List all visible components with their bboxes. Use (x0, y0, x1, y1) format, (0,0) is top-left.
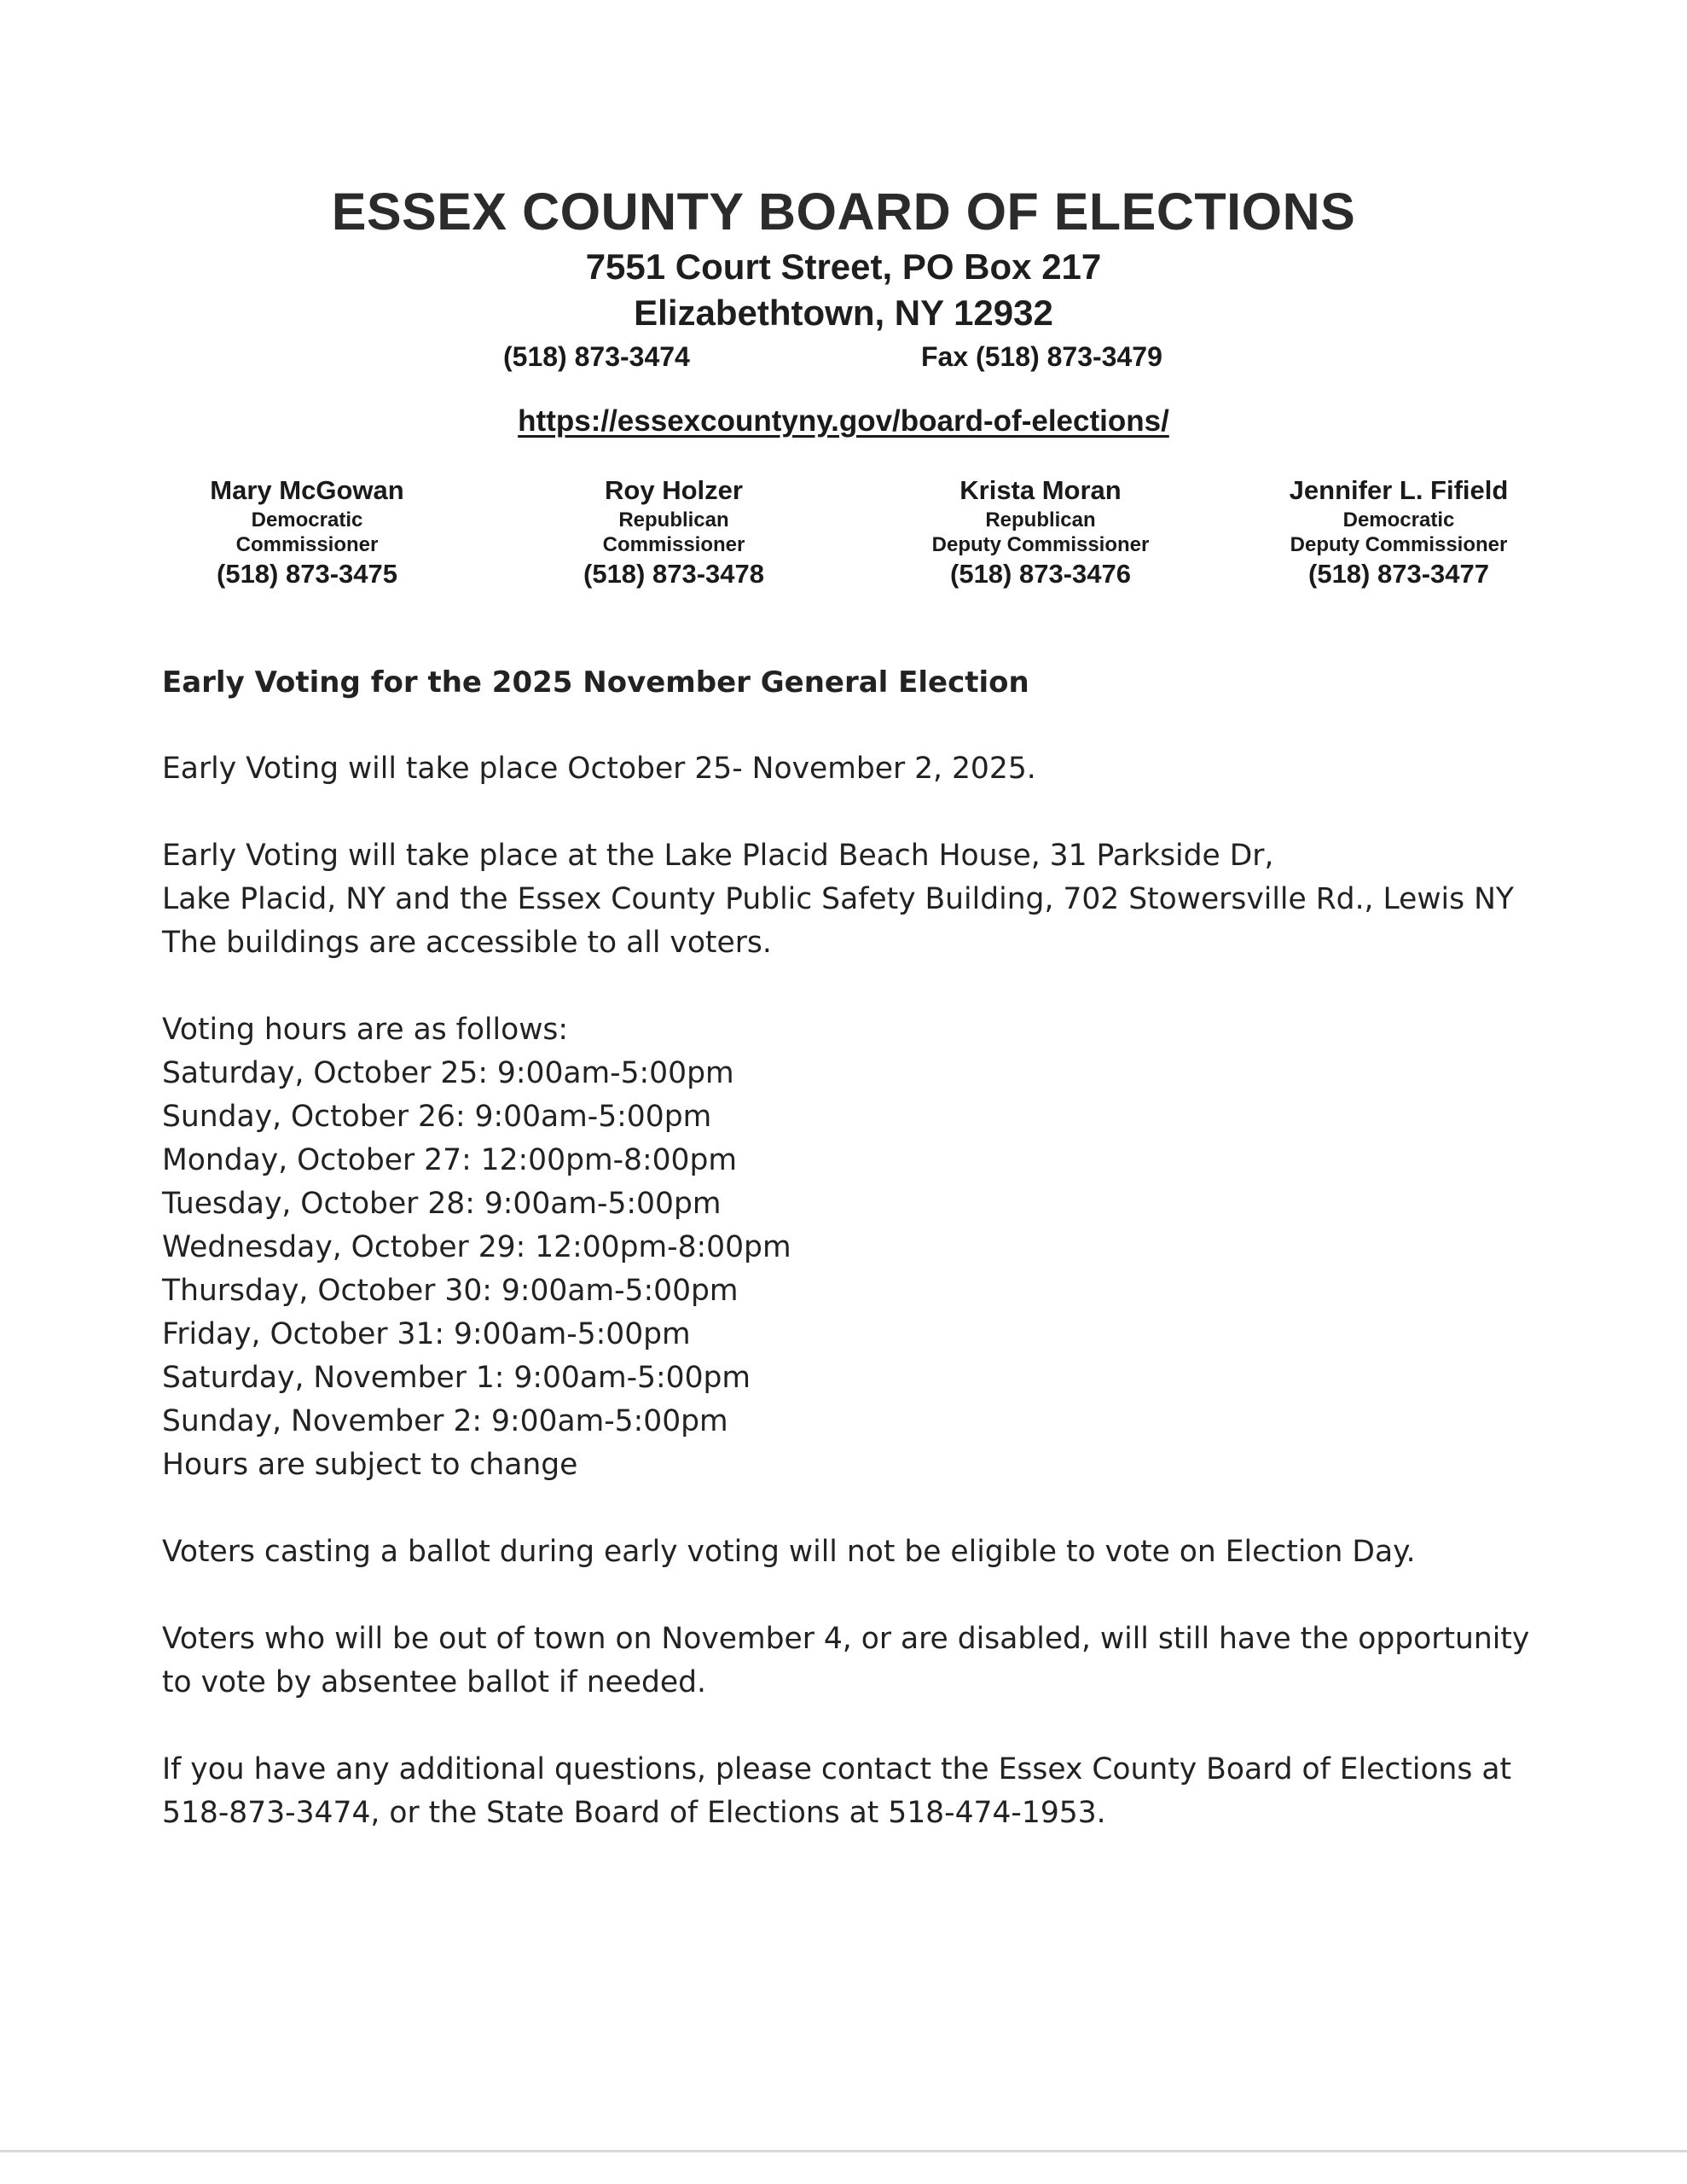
commissioner-party: Democratic (1342, 508, 1455, 531)
commissioner-party: Republican (985, 508, 1096, 531)
hours-paragraph (162, 1008, 1561, 1487)
commissioner-title: Commissioner (602, 533, 745, 556)
commissioner-name: Jennifer L. Fifield (1289, 475, 1509, 505)
scan-edge-divider (0, 2150, 1687, 2152)
hours-line: Saturday, November 1: 9:00am-5:00pm (162, 1361, 751, 1395)
absentee-paragraph (162, 1618, 1561, 1705)
commissioner-card (495, 473, 853, 591)
hours-intro: Voting hours are as follows: (162, 1013, 569, 1047)
hours-line: Monday, October 27: 12:00pm-8:00pm (162, 1143, 738, 1177)
commissioners-row (0, 473, 1687, 601)
contact-paragraph (162, 1748, 1561, 1835)
website-row (0, 401, 1687, 442)
hours-line: Wednesday, October 29: 12:00pm-8:00pm (162, 1230, 791, 1264)
absentee-line: Voters who will be out of town on November 4, or are disabled, will still have the opportunity (162, 1622, 1530, 1656)
fax-number: Fax (518) 873-3479 (921, 341, 1162, 372)
commissioner-party: Democratic (251, 508, 363, 531)
commissioner-party: Republican (618, 508, 729, 531)
hours-line: Sunday, November 2: 9:00am-5:00pm (162, 1404, 728, 1438)
contact-line: If you have any additional questions, please contact the Essex County Board of Elections at (162, 1752, 1512, 1786)
absentee-line: to vote by absentee ballot if needed. (162, 1665, 706, 1699)
letterhead (0, 179, 1687, 377)
contact-line: 518-873-3474, or the State Board of Elections at 518-474-1953. (162, 1796, 1106, 1830)
commissioner-card (1220, 473, 1578, 591)
website-link[interactable]: https://essexcountyny.gov/board-of-elections/ (518, 404, 1169, 438)
notice-heading: Early Voting for the 2025 November General Election (162, 665, 1029, 700)
hours-line: Tuesday, October 28: 9:00am-5:00pm (162, 1187, 722, 1221)
location-line: Lake Placid, NY and the Essex County Public Safety Building, 702 Stowersville Rd., Lewis NY (162, 882, 1514, 916)
address-line-1: 7551 Court Street, PO Box 217 (585, 247, 1102, 287)
commissioner-card (861, 473, 1220, 591)
hours-line: Saturday, October 25: 9:00am-5:00pm (162, 1056, 734, 1090)
commissioner-title: Deputy Commissioner (931, 533, 1150, 556)
office-phone: (518) 873-3474 (503, 341, 690, 372)
hours-line: Friday, October 31: 9:00am-5:00pm (162, 1317, 691, 1351)
location-line: The buildings are accessible to all voters. (162, 926, 772, 960)
commissioner-phone: (518) 873-3478 (583, 559, 764, 589)
dates-paragraph (162, 747, 1561, 791)
commissioner-name: Krista Moran (959, 475, 1122, 505)
notice-body (162, 661, 1561, 1879)
hours-line: Sunday, October 26: 9:00am-5:00pm (162, 1100, 712, 1134)
organization-name: ESSEX COUNTY BOARD OF ELECTIONS (331, 183, 1356, 241)
commissioner-name: Roy Holzer (605, 475, 743, 505)
commissioner-card (128, 473, 486, 591)
commissioner-phone: (518) 873-3475 (217, 559, 397, 589)
address-line-2: Elizabethtown, NY 12932 (634, 293, 1053, 333)
dates-text: Early Voting will take place October 25- November 2, 2025. (162, 752, 1036, 786)
eligibility-paragraph (162, 1531, 1561, 1574)
eligibility-text: Voters casting a ballot during early voting will not be eligible to vote on Election Day. (162, 1535, 1416, 1569)
hours-line: Thursday, October 30: 9:00am-5:00pm (162, 1274, 739, 1308)
commissioner-name: Mary McGowan (210, 475, 404, 505)
location-line: Early Voting will take place at the Lake Placid Beach House, 31 Parkside Dr, (162, 839, 1274, 873)
commissioner-title: Deputy Commissioner (1290, 533, 1508, 556)
hours-note: Hours are subject to change (162, 1448, 578, 1482)
commissioner-phone: (518) 873-3477 (1308, 559, 1489, 589)
commissioner-phone: (518) 873-3476 (950, 559, 1131, 589)
commissioner-title: Commissioner (235, 533, 379, 556)
contact-numbers (0, 336, 1687, 377)
location-paragraph (162, 834, 1561, 965)
